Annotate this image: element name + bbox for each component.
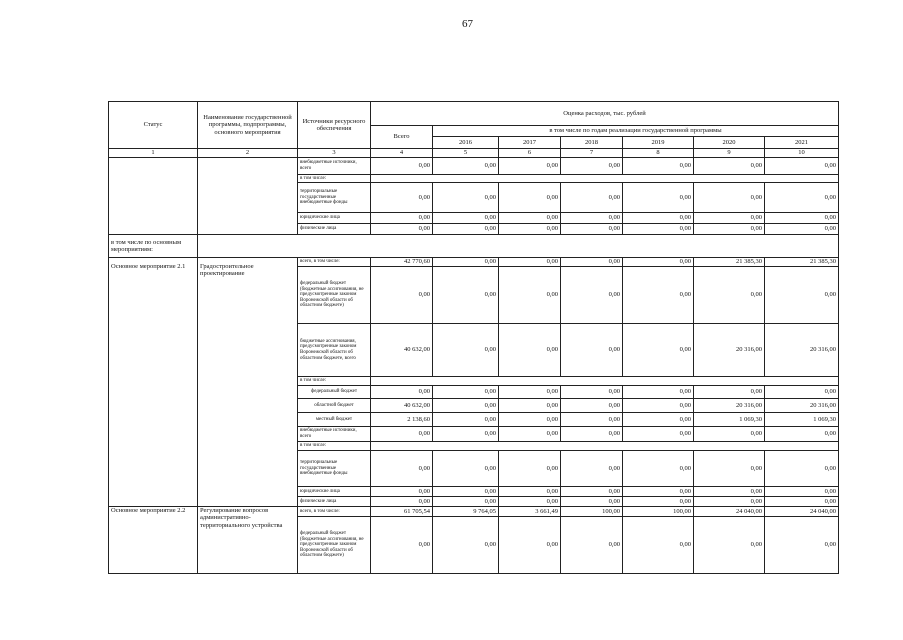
year-value: 0,00 [499,183,561,213]
empty-values [371,377,839,386]
year-value: 24 040,00 [694,507,765,517]
year-value: 0,00 [623,487,694,497]
year-value: 0,00 [561,451,623,487]
year-value: 0,00 [694,386,765,399]
year-value: 0,00 [433,324,499,377]
total-value: 0,00 [371,224,433,235]
header-name: Наименование государственной программы, подпрограммы, основного мероприятия [198,102,298,149]
source-cell: территориальные государственные внебюджетные фонды [298,183,371,213]
year-value: 0,00 [623,258,694,267]
source-cell: всего, в том числе: [298,507,371,517]
column-number: 8 [623,149,694,158]
year-value: 0,00 [623,427,694,442]
total-value: 0,00 [371,497,433,507]
source-cell: в том числе: [298,175,371,183]
year-value: 0,00 [765,158,839,175]
year-value: 0,00 [623,413,694,427]
source-cell: юридические лица [298,213,371,224]
year-value: 0,00 [433,517,499,574]
year-value: 0,00 [499,386,561,399]
source-cell: бюджетные ассигнования, предусмотренные законом Воронежской области об областном бюджете, всего [298,324,371,377]
year-value: 0,00 [694,183,765,213]
year-value: 0,00 [694,267,765,324]
total-value: 0,00 [371,267,433,324]
year-value: 0,00 [499,413,561,427]
year-value: 0,00 [765,427,839,442]
year-value: 0,00 [499,267,561,324]
source-cell: федеральный бюджет [298,386,371,399]
year-value: 0,00 [623,213,694,224]
year-value: 21 385,30 [694,258,765,267]
table-row [109,158,839,175]
empty-values [371,175,839,183]
year-value: 0,00 [694,427,765,442]
year-value: 0,00 [499,213,561,224]
year-value: 9 764,05 [433,507,499,517]
year-value: 0,00 [433,399,499,413]
year-value: 0,00 [561,324,623,377]
year-value: 0,00 [561,258,623,267]
year-value: 0,00 [623,386,694,399]
year-value: 0,00 [561,224,623,235]
header-year: 2020 [694,137,765,149]
year-value: 0,00 [765,183,839,213]
year-value: 0,00 [561,213,623,224]
year-value: 0,00 [694,517,765,574]
year-value: 0,00 [433,497,499,507]
year-value: 100,00 [623,507,694,517]
year-value: 1 069,30 [694,413,765,427]
year-value: 0,00 [694,224,765,235]
year-value: 0,00 [623,158,694,175]
year-value: 0,00 [623,497,694,507]
year-value: 0,00 [433,224,499,235]
year-value: 21 385,30 [765,258,839,267]
year-value: 0,00 [499,324,561,377]
year-value: 100,00 [561,507,623,517]
year-value: 0,00 [433,213,499,224]
total-value: 61 705,54 [371,507,433,517]
year-value: 0,00 [694,158,765,175]
year-value: 0,00 [765,386,839,399]
year-value: 0,00 [499,224,561,235]
year-value: 0,00 [499,517,561,574]
column-number: 9 [694,149,765,158]
source-cell: физические лица [298,224,371,235]
year-value: 0,00 [433,386,499,399]
total-value: 0,00 [371,517,433,574]
year-value: 20 316,00 [694,399,765,413]
year-value: 0,00 [499,497,561,507]
total-value: 0,00 [371,158,433,175]
empty-values [371,442,839,451]
header-year: 2021 [765,137,839,149]
column-number: 1 [109,149,198,158]
year-value: 0,00 [623,399,694,413]
year-value: 0,00 [561,427,623,442]
year-value: 0,00 [433,451,499,487]
year-value: 0,00 [623,451,694,487]
source-cell: в том числе: [298,442,371,451]
year-value: 20 316,00 [765,324,839,377]
year-value: 0,00 [765,517,839,574]
column-number: 10 [765,149,839,158]
table-row [109,507,839,517]
total-value: 0,00 [371,451,433,487]
header-year: 2017 [499,137,561,149]
year-value: 0,00 [561,183,623,213]
source-cell: физические лица [298,497,371,507]
column-number: 5 [433,149,499,158]
section-label: в том числе по основным мероприятиям: [109,235,198,258]
year-value: 20 316,00 [694,324,765,377]
status-cell [109,158,198,235]
source-cell: юридические лица [298,487,371,497]
page-number: 67 [462,18,473,30]
total-value: 42 770,60 [371,258,433,267]
column-number: 3 [298,149,371,158]
year-value: 0,00 [765,487,839,497]
year-value: 0,00 [561,386,623,399]
name-cell [198,158,298,235]
year-value: 0,00 [561,413,623,427]
year-value: 0,00 [433,258,499,267]
header-sources: Источники ресурсного обеспечения [298,102,371,149]
source-cell: внебюджетные источники, всего [298,427,371,442]
header-year: 2016 [433,137,499,149]
year-value: 0,00 [694,213,765,224]
year-value: 0,00 [561,487,623,497]
year-value: 20 316,00 [765,399,839,413]
year-value: 1 069,30 [765,413,839,427]
year-value: 0,00 [499,427,561,442]
year-value: 0,00 [433,413,499,427]
total-value: 2 138,60 [371,413,433,427]
year-value: 0,00 [433,267,499,324]
source-cell: федеральный бюджет (бюджетные ассигнования, не предусмотренные законом Воронежской области об областном бюджете) [298,517,371,574]
total-value: 0,00 [371,213,433,224]
name-cell: Регулирование вопросов административно-территориального устройства [198,507,298,574]
year-value: 0,00 [623,324,694,377]
year-value: 0,00 [765,497,839,507]
source-cell: внебюджетные источники, всего [298,158,371,175]
column-number: 4 [371,149,433,158]
year-value: 0,00 [433,158,499,175]
year-value: 0,00 [765,213,839,224]
header-status: Статус [109,102,198,149]
year-value: 0,00 [499,487,561,497]
year-value: 3 661,49 [499,507,561,517]
source-cell: в том числе: [298,377,371,386]
total-value: 0,00 [371,487,433,497]
budget-table [108,101,839,574]
year-value: 0,00 [433,427,499,442]
name-cell: Градостроительное проектирование [198,258,298,507]
year-value: 0,00 [623,224,694,235]
header-estimate: Оценка расходов, тыс. рублей [371,102,839,126]
year-value: 0,00 [499,451,561,487]
section-filler [198,235,839,258]
column-number: 2 [198,149,298,158]
status-cell: Основное мероприятие 2.2 [109,507,198,574]
source-cell: областной бюджет [298,399,371,413]
year-value: 0,00 [561,158,623,175]
header-by-years: в том числе по годам реализации государственной программы [433,126,839,137]
year-value: 0,00 [561,517,623,574]
year-value: 0,00 [694,487,765,497]
year-value: 0,00 [765,224,839,235]
source-cell: территориальные государственные внебюджетные фонды [298,451,371,487]
source-cell: федеральный бюджет (бюджетные ассигнования, не предусмотренные законом Воронежской области об областном бюджете) [298,267,371,324]
section-row [109,235,839,258]
year-value: 0,00 [694,497,765,507]
total-value: 40 632,00 [371,324,433,377]
year-value: 0,00 [765,267,839,324]
header-year: 2018 [561,137,623,149]
year-value: 0,00 [499,399,561,413]
status-cell: Основное мероприятие 2.1 [109,258,198,507]
column-number: 7 [561,149,623,158]
total-value: 0,00 [371,183,433,213]
year-value: 0,00 [623,267,694,324]
column-number: 6 [499,149,561,158]
year-value: 0,00 [433,487,499,497]
header-total: Всего [371,126,433,149]
year-value: 0,00 [499,258,561,267]
table-row [109,258,839,267]
year-value: 24 040,00 [765,507,839,517]
year-value: 0,00 [623,517,694,574]
total-value: 0,00 [371,386,433,399]
year-value: 0,00 [765,451,839,487]
year-value: 0,00 [561,497,623,507]
total-value: 40 632,00 [371,399,433,413]
year-value: 0,00 [561,267,623,324]
source-cell: местный бюджет [298,413,371,427]
source-cell: всего, в том числе: [298,258,371,267]
year-value: 0,00 [499,158,561,175]
header-year: 2019 [623,137,694,149]
year-value: 0,00 [623,183,694,213]
year-value: 0,00 [433,183,499,213]
total-value: 0,00 [371,427,433,442]
year-value: 0,00 [561,399,623,413]
year-value: 0,00 [694,451,765,487]
